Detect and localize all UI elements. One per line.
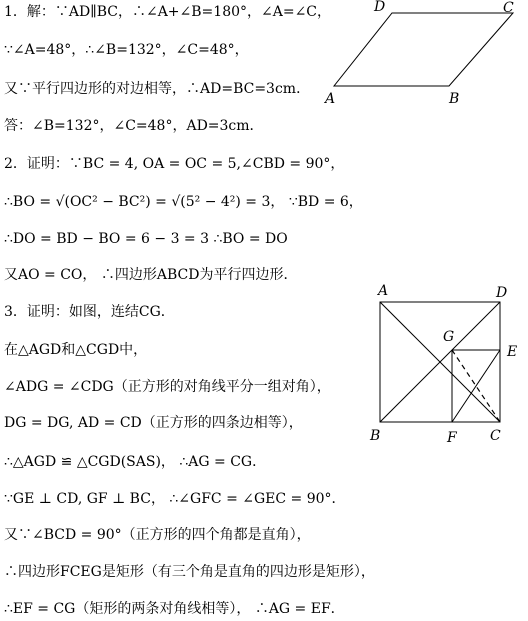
line-10: 在△AGD和△CGD中， (4, 342, 148, 358)
line-12: DG = DG, AD = CD（正方形的四条边相等）， (4, 415, 303, 431)
line-16: ∴四边形FCEG是矩形（有三个角是直角的四边形是矩形）， (4, 564, 375, 580)
label-d: D (374, 0, 386, 15)
line-2: ∵∠A=48°，∴∠B=132°，∠C=48°， (4, 42, 249, 58)
label-d: D (496, 285, 508, 301)
label-a: A (378, 283, 389, 299)
line-4: 答：∠B=132°，∠C=48°，AD=3cm． (4, 118, 264, 134)
line-14: ∵GE ⊥ CD, GF ⊥ BC， ∴∠GFC = ∠GEC = 90°． (4, 491, 346, 507)
label-e: E (507, 344, 518, 360)
line-11: ∠ADG = ∠CDG（正方形的对角线平分一组对角）， (4, 379, 331, 395)
line-15: 又∵∠BCD = 90°（正方形的四个角都是直角）， (4, 527, 311, 543)
label-f: F (447, 430, 457, 446)
line-17: ∴EF = CG（矩形的两条对角线相等）， ∴AG = EF． (4, 601, 345, 617)
square-figure (368, 280, 526, 450)
label-c: C (503, 0, 514, 16)
label-b: B (449, 91, 460, 107)
label-a: A (325, 91, 336, 107)
label-g: G (443, 329, 455, 345)
line-13: ∴△AGD ≌ △CGD(SAS)， ∴AG = CG． (4, 454, 267, 470)
label-c: C (490, 428, 501, 444)
line-6: ∴BO = √(OC² − BC²) = √(5² − 4²) = 3， ∵BD = 6， (4, 194, 363, 210)
line-5: 2．证明：∵BC = 4, OA = OC = 5,∠CBD = 90°， (4, 156, 345, 172)
parallelogram-shape (334, 13, 513, 86)
line-1: 1．解：∵AD∥BC，∴∠A+∠B=180°，∠A=∠C， (4, 4, 332, 20)
line-7: ∴DO = BD − BO = 6 − 3 = 3 ∴BO = DO (4, 231, 288, 247)
line-9: 3．证明：如图，连结CG． (4, 304, 175, 320)
line-8: 又AO = CO， ∴四边形ABCD为平行四边形． (4, 267, 298, 283)
line-3: 又∵平行四边形的对边相等，∴AD=BC=3cm． (4, 81, 311, 97)
label-b: B (370, 428, 381, 444)
parallelogram-figure (320, 0, 525, 110)
